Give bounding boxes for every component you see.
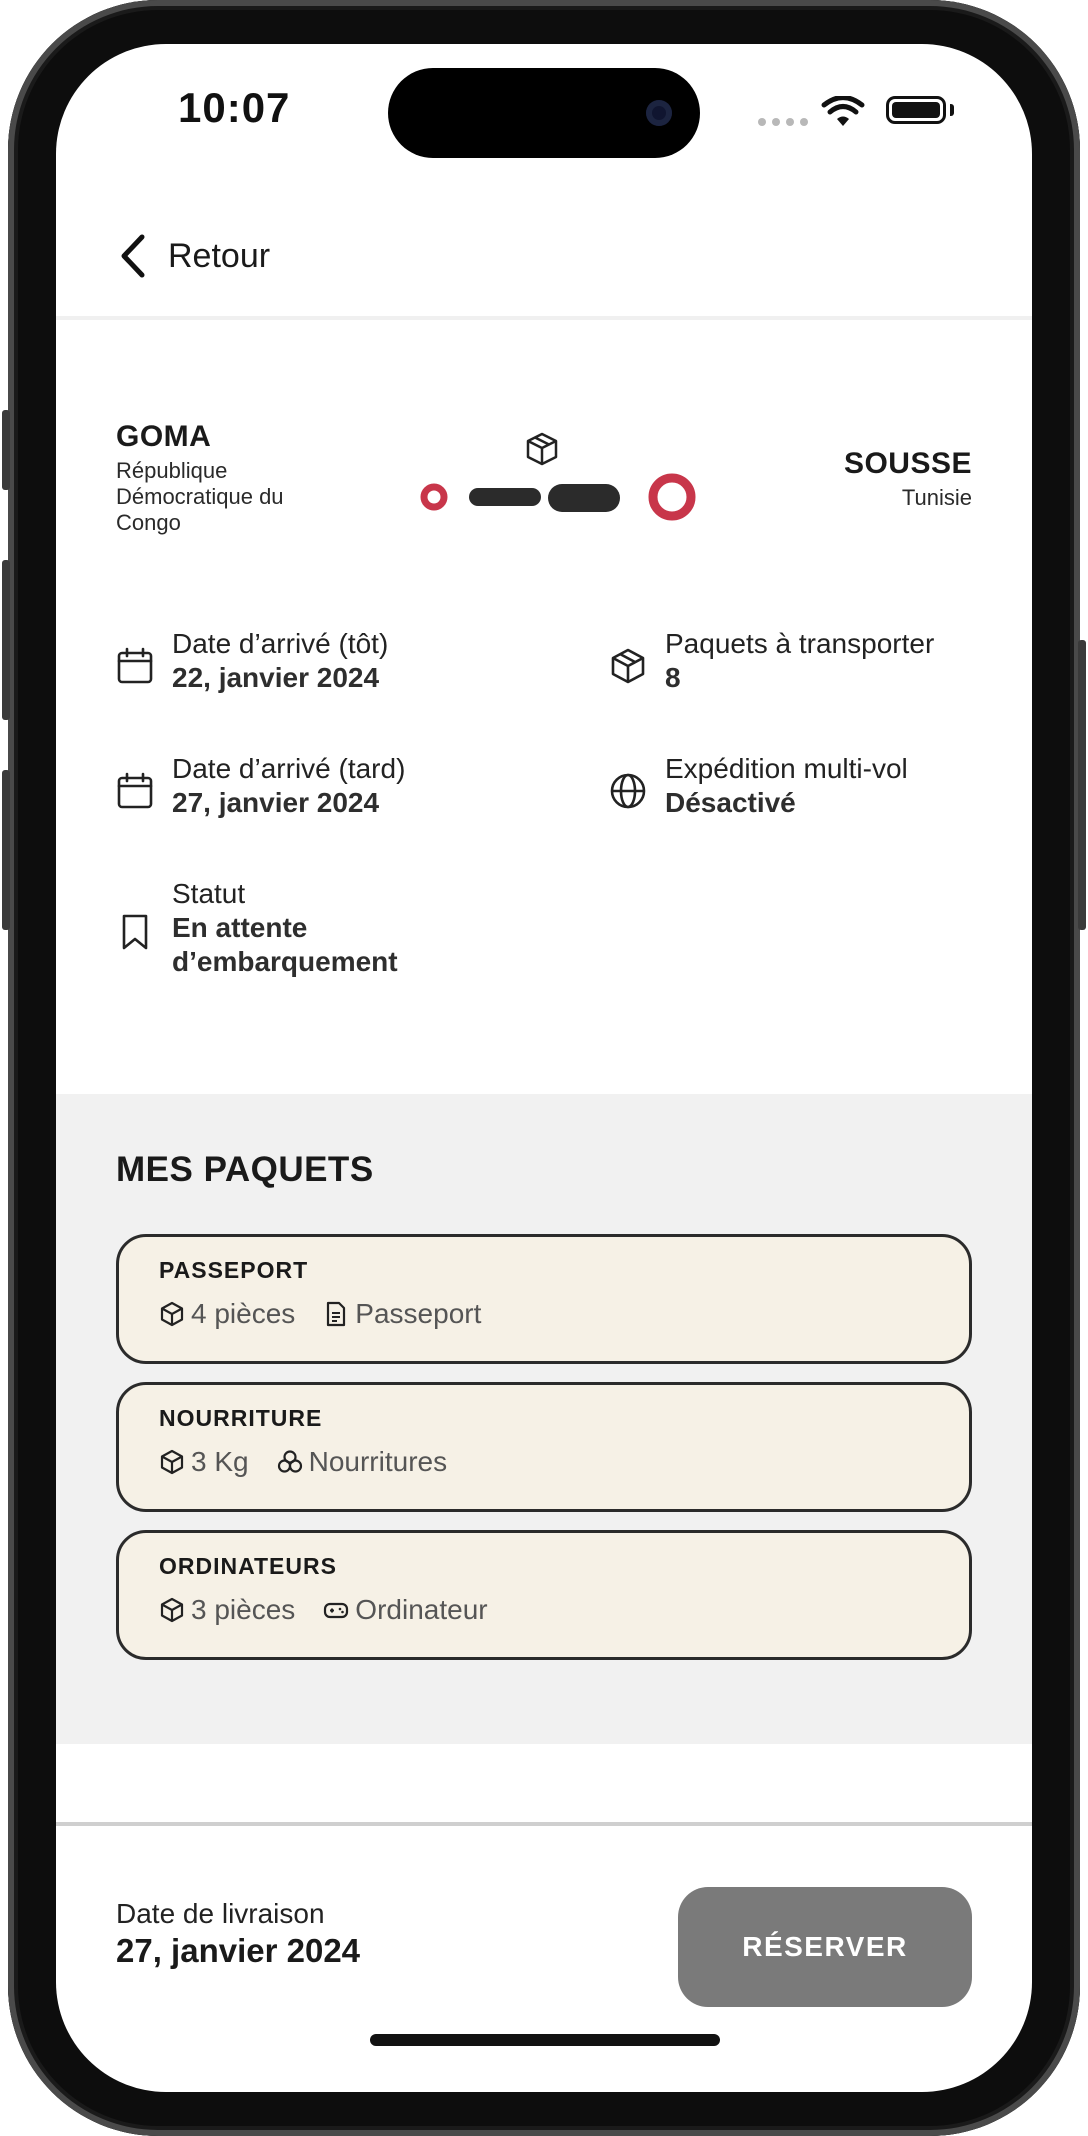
volume-down-button bbox=[2, 770, 10, 930]
package-name: PASSEPORT bbox=[159, 1257, 309, 1283]
late-arrival-value: 27, janvier 2024 bbox=[172, 787, 380, 818]
multi-flight-label: Expédition multi-vol bbox=[665, 753, 908, 784]
origin-city: GOMA bbox=[116, 420, 212, 453]
action-button bbox=[2, 410, 10, 490]
status-info bbox=[116, 877, 462, 979]
delivery-date-label: Date de livraison bbox=[116, 1898, 325, 1929]
back-label: Retour bbox=[168, 236, 271, 275]
bookmark-icon bbox=[116, 913, 154, 951]
package-quantity: 3 Kg bbox=[191, 1446, 249, 1477]
package-card[interactable] bbox=[116, 1382, 972, 1512]
back-button[interactable] bbox=[118, 226, 270, 286]
food-icon bbox=[277, 1449, 303, 1475]
package-icon bbox=[609, 647, 647, 685]
route-segment bbox=[548, 484, 620, 512]
package-meta bbox=[159, 1446, 929, 1478]
globe-icon bbox=[609, 772, 647, 810]
header-divider bbox=[56, 316, 1032, 320]
status-label: Statut bbox=[172, 878, 246, 909]
destination-marker bbox=[653, 478, 691, 516]
delivery-date-value: 27, janvier 2024 bbox=[116, 1932, 361, 1969]
package-name: ORDINATEURS bbox=[159, 1553, 337, 1579]
package-meta bbox=[159, 1594, 929, 1626]
packages-count-value: 8 bbox=[665, 662, 681, 693]
battery-icon bbox=[886, 96, 946, 124]
packages-section bbox=[56, 1094, 1032, 1744]
packages-count-label: Paquets à transporter bbox=[665, 628, 935, 659]
package-icon bbox=[159, 1597, 185, 1623]
package-card[interactable] bbox=[116, 1530, 972, 1660]
package-card[interactable] bbox=[116, 1234, 972, 1364]
packages-title: MES PAQUETS bbox=[116, 1150, 374, 1189]
document-icon bbox=[323, 1301, 349, 1327]
package-category: Ordinateur bbox=[355, 1594, 488, 1625]
camera-icon bbox=[646, 100, 672, 126]
reserve-button[interactable]: RÉSERVER bbox=[678, 1887, 972, 2007]
package-icon bbox=[159, 1449, 185, 1475]
early-arrival-info bbox=[116, 627, 388, 695]
status-time: 10:07 bbox=[178, 84, 291, 131]
packages-list bbox=[116, 1234, 972, 1678]
origin-location bbox=[116, 420, 346, 536]
package-meta bbox=[159, 1298, 929, 1330]
dynamic-island bbox=[388, 68, 700, 158]
footer-divider bbox=[56, 1822, 1032, 1826]
late-arrival-info bbox=[116, 752, 405, 820]
home-indicator[interactable] bbox=[370, 2034, 720, 2046]
status-value: En attente d’embarquement bbox=[172, 912, 398, 977]
origin-country: République Démocratique du Congo bbox=[116, 458, 284, 535]
signal-icon bbox=[758, 118, 808, 126]
early-arrival-label: Date d’arrivé (tôt) bbox=[172, 628, 389, 659]
chevron-left-icon bbox=[118, 233, 148, 279]
packages-count-info bbox=[609, 627, 934, 695]
destination-country: Tunisie bbox=[901, 485, 972, 510]
power-button bbox=[1078, 640, 1086, 930]
early-arrival-value: 22, janvier 2024 bbox=[172, 662, 380, 693]
package-icon bbox=[159, 1301, 185, 1327]
package-icon bbox=[528, 434, 556, 464]
route-graphic bbox=[418, 432, 702, 532]
destination-location bbox=[844, 447, 972, 511]
package-quantity: 4 pièces bbox=[191, 1298, 296, 1329]
volume-up-button bbox=[2, 560, 10, 720]
app-screen bbox=[56, 44, 1032, 2092]
package-name: NOURRITURE bbox=[159, 1405, 323, 1431]
destination-city: SOUSSE bbox=[843, 447, 972, 480]
gamepad-icon bbox=[323, 1597, 349, 1623]
route-segment bbox=[469, 488, 541, 506]
package-category: Passeport bbox=[355, 1298, 482, 1329]
battery-tip bbox=[950, 104, 954, 116]
late-arrival-label: Date d’arrivé (tard) bbox=[172, 753, 406, 784]
package-category: Nourritures bbox=[308, 1446, 448, 1477]
multi-flight-info bbox=[609, 752, 908, 820]
calendar-icon bbox=[116, 647, 154, 685]
origin-marker bbox=[424, 487, 444, 507]
multi-flight-value: Désactivé bbox=[665, 787, 796, 818]
calendar-icon bbox=[116, 772, 154, 810]
package-quantity: 3 pièces bbox=[191, 1594, 296, 1625]
wifi-icon bbox=[821, 96, 865, 130]
